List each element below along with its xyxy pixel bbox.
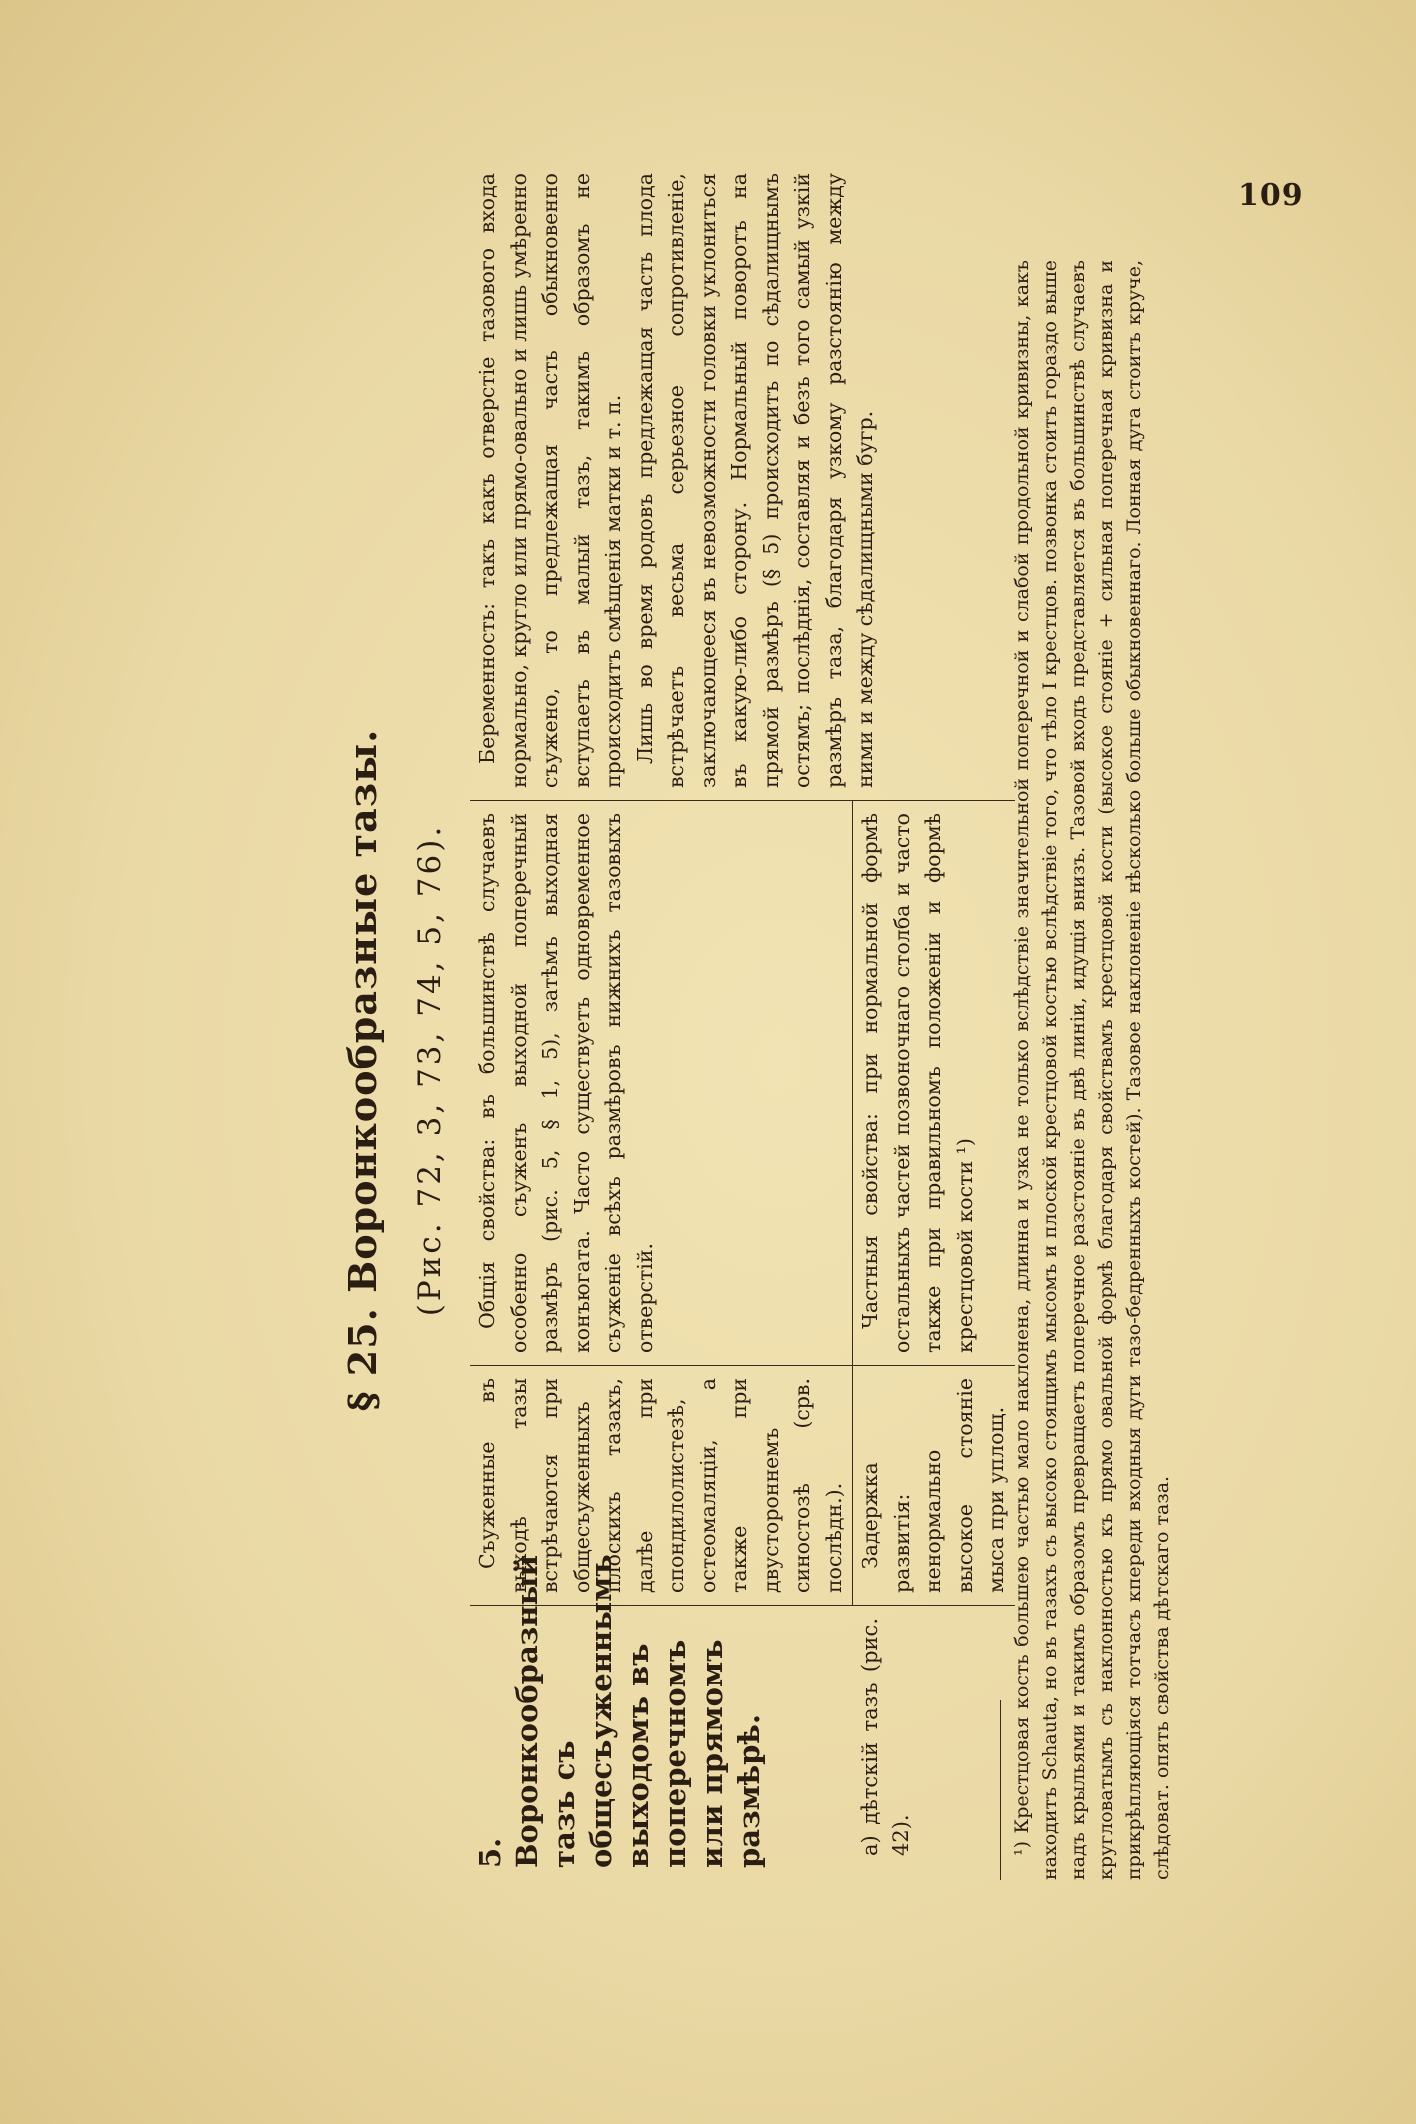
particular-properties-text: Частныя свойства: при нормальной формѣ остальныхъ частей позвоночнаго столба и часто также при правильномъ положеніи и формѣ крестцовой кости ¹) <box>858 813 977 1353</box>
cause-text: Задержка развитія: ненормально высокое стояніе мыса при уплощ. <box>858 1378 1008 1593</box>
cause-cell <box>853 1366 1015 1606</box>
subtype-label: а) дѣтскій тазъ (рис. 42). <box>857 1618 913 1856</box>
rotated-content <box>340 173 1260 1880</box>
pelvis-table <box>470 161 1015 1880</box>
general-properties-text: Общія свойства: въ большинствѣ случаевъ особенно съуженъ выходной поперечный размѣръ (рис. 5, § 1, 5), затѣмъ выходная конъюгата. Часто существуетъ одновременное съуженіе всѣхъ размѣровъ нижнихъ тазовыхъ отверстій. <box>475 813 657 1353</box>
course-cell <box>470 161 1015 801</box>
labor-text: Лишь во время родовъ предлежащая часть плода встрѣчаетъ весьма серьезное сопротивленіе, заключающееся въ невозможности головки уклониться въ какую-либо сторону. Нормальный поворотъ на прямой размѣръ (§ 5) происходитъ по сѣдалищнымъ остямъ; послѣднія, составляя и безъ того самый узкій размѣръ таза, благодаря узкому разстоянію между ними и между сѣдалищными бугр. <box>632 173 877 788</box>
subtype-cell <box>853 1606 1015 1881</box>
footnote: ¹) Крестцовая кость большею частью мало наклонена, длинна и узка не только вслѣдствіе значительной поперечной и слабой продольной кривизны, какъ находитъ Schauta, но въ тазахъ съ высоко стоящимъ мысомъ и плоской крестцовой костью вслѣдствіе того, что тѣло I крестцов. позвонка стоитъ гораздо выше надъ крыльями и такимъ образомъ превращаетъ поперечное разстояніе въ двѣ линіи, идущія внизъ. Тазовой входъ представляется въ большинствѣ случаевъ кругловатымъ съ наклонностью къ прямо овальной формѣ благодаря свойствамъ крестцовой кости (высокое стояніе + сильная поперечная кривизна и прикрѣпляющіяся тотчасъ кпереди входныя дуги тазо-бедренныхъ костей). Тазовое наклоненіе нѣсколько больше обыкновеннаго. Лонная дуга стоитъ круче, слѣдоват. опять свойства дѣтскаго таза. <box>1011 260 1173 1880</box>
table-row <box>470 161 853 1880</box>
main-title-cell <box>470 1554 853 1881</box>
cause-cell <box>470 1366 853 1606</box>
particular-properties-cell <box>853 801 1015 1366</box>
page-number: 109 <box>1238 178 1304 213</box>
cause-text: Съуженные въ выходѣ тазы встрѣчаются при общесъуженныхъ плоскихъ тазахъ, далѣе при спондилолистезѣ, остеомаляціи, а также при двустороннемъ синостозѣ (срв. послѣдн.). <box>475 1378 846 1593</box>
footnote-rule <box>1000 1700 1001 1880</box>
pregnancy-text: Беременность: такъ какъ отверстіе тазового входа нормально, кругло или прямо-овально и лишь умѣренно съужено, то предлежащая часть обыкновенно вступаетъ въ малый тазъ, такимъ образомъ не происходитъ смѣщенія матки и т. п. <box>475 173 625 788</box>
section-title: § 25. Воронкообразные тазы. <box>340 728 385 1412</box>
main-title: 5. Воронкообразный тазъ съ общесъуженнымъ выходомъ въ поперечномъ или прямомъ размѣрѣ. <box>473 1554 766 1868</box>
section-subtitle: (Рис. 72, 3, 73, 74, 5, 76). <box>412 823 448 1317</box>
general-properties-cell <box>470 801 853 1366</box>
